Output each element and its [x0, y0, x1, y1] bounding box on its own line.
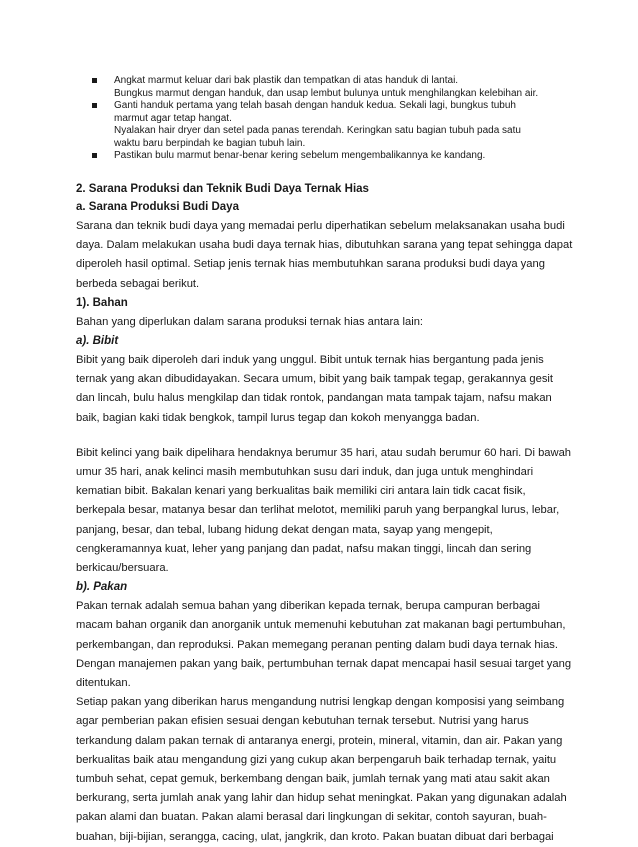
text-line: Sarana dan teknik budi daya yang memadai perlu diperhatikan sebelum melaksanakan usaha budi	[76, 220, 565, 232]
pakan-paragraph	[76, 597, 572, 847]
bullet-line: Pastikan bulu marmut benar-benar kering sebelum mengembalikannya ke kandang.	[114, 150, 486, 161]
bullet-item	[92, 100, 572, 150]
bullet-item	[92, 150, 572, 163]
bullet-line: Nyalakan hair dryer dan setel pada panas terendah. Keringkan satu bagian tubuh pada satu	[114, 125, 521, 136]
bibit-paragraph-1	[76, 351, 566, 428]
bullet-line: marmut agar tetap hangat.	[114, 112, 232, 124]
bullet-line: Bungkus marmut dengan handuk, dan usap lembut bulunya untuk menghilangkan kelebihan air.	[114, 87, 539, 99]
bullet-line: Angkat marmut keluar dari bak plastik dan tempatkan di atas handuk di lantai.	[114, 75, 459, 86]
text-line: tumbuh sehat, cepat gemuk, berkembang dengan baik, jumlah ternak yang mati atau sakit akan	[76, 773, 550, 786]
text-line: Pakan ternak adalah semua bahan yang diberikan kepada ternak, berupa campuran berbagai	[76, 600, 540, 613]
bullet-square-icon	[92, 78, 97, 83]
text-line: diperoleh hasil optimal. Setiap jenis ternak hias membutuhkan sarana produksi budi daya yang	[76, 258, 545, 271]
text-line: Bibit yang baik diperoleh dari induk yang unggul. Bibit untuk ternak hias bergantung pada jenis	[76, 354, 544, 367]
bibit-heading: a). Bibit	[76, 335, 119, 348]
document-body	[76, 180, 573, 847]
text-line: Setiap pakan yang diberikan harus mengandung nutrisi lengkap dengan komposisi yang seimbang	[76, 696, 565, 709]
text-line: Bahan yang diperlukan dalam sarana produksi ternak hias antara lain:	[76, 315, 424, 328]
bullet-list	[92, 75, 572, 163]
text-line: pakan alami dan buatan. Pakan alami berasal dari lingkungan di sekitar, contoh sayuran, buah-	[76, 811, 547, 824]
text-line: umur 35 hari, anak kelinci masih membutuhkan susu dari induk, dan juga untuk menghindari	[76, 466, 534, 479]
bullet-line: waktu baru berpindah ke bagian tubuh lain.	[114, 137, 306, 149]
bullet-square-icon	[92, 153, 97, 158]
text-line: panjang, besar, dan tebal, lubang hidung dekat dengan mata, sayap yang mengepit,	[76, 523, 493, 536]
bullet-line: Ganti handuk pertama yang telah basah dengan handuk kedua. Sekali lagi, bungkus tubuh	[114, 100, 516, 111]
bullet-square-icon	[92, 103, 97, 108]
text-line: dan lincah, bulu halus mengkilap dan tidak rontok, pandangan mata tampak tajam, nafsu makan	[76, 392, 552, 405]
text-line: berkurang, serta jumlah anak yang lahir dan hidup sehat meningkat. Pakan yang digunakan adalah	[76, 792, 567, 805]
text-line: perkembangan, dan reproduksi. Pakan memegang peranan penting dalam budi daya ternak hias.	[76, 638, 559, 651]
intro-paragraph	[76, 217, 573, 294]
text-line: macam bahan organik dan anorganik untuk memenuhi kebutuhan zat makanan bagi pertumbuhan,	[76, 619, 566, 632]
text-line: berkepala besar, matanya besar dan terlihat melotot, memiliki paruh yang berpangkal lurus, lebar,	[76, 504, 560, 517]
bibit-paragraph-2	[76, 444, 572, 578]
text-line: baik, bagian kaki tidak bengkok, tampil lurus tegap dan kokoh menyangga badan.	[76, 411, 480, 424]
text-line: berkicau/bersuara.	[76, 562, 169, 575]
section-heading: 2. Sarana Produksi dan Teknik Budi Daya Ternak Hias	[76, 183, 369, 195]
text-line: berkualitas baik atau mengandung gizi yang cukup akan berpengaruh baik terhadap ternak, yaitu	[76, 753, 557, 766]
text-line: buahan, biji-bijian, serangga, cacing, ulat, jangkrik, dan kroto. Pakan buatan dibuat dari berbagai	[76, 830, 554, 843]
text-line: berbeda sebagai berikut.	[76, 277, 200, 290]
text-line: ternak yang akan dibudidayakan. Secara umum, bibit yang baik tampak tegap, gerakannya gesit	[76, 373, 554, 386]
text-line: ditentukan.	[76, 677, 131, 690]
bahan-intro	[76, 313, 566, 332]
text-line: terkandung dalam pakan ternak di antaranya energi, protein, mineral, vitamin, dan air. Pakan yang	[76, 734, 563, 747]
text-line: daya. Dalam melakukan usaha budi daya ternak hias, dibutuhkan sarana yang tepat sehingga dapat	[76, 239, 573, 252]
paragraph-spacer	[76, 428, 566, 444]
pakan-heading: b). Pakan	[76, 581, 128, 594]
text-line: agar pemberian pakan efisien sesuai dengan kebutuhan ternak tersebut. Nutrisi yang harus	[76, 715, 529, 728]
text-line: cengkeramannya kuat, leher yang panjang dan padat, nafsu makan tinggi, lincah dan sering	[76, 542, 532, 555]
subsection-heading: a. Sarana Produksi Budi Daya	[76, 201, 239, 213]
bahan-heading: 1). Bahan	[76, 296, 128, 309]
bullet-item	[92, 75, 572, 100]
text-line: kematian bibit. Bakalan kenari yang berkualitas baik memiliki ciri antara lain tidk cacat fisik,	[76, 485, 526, 498]
text-line: Bibit kelinci yang baik dipelihara hendaknya berumur 35 hari, atau sudah berumur 60 hari. Di bawah	[76, 446, 572, 459]
text-line: Dengan manajemen pakan yang baik, pertumbuhan ternak dapat mencapai hasil sesuai target yang	[76, 657, 572, 670]
